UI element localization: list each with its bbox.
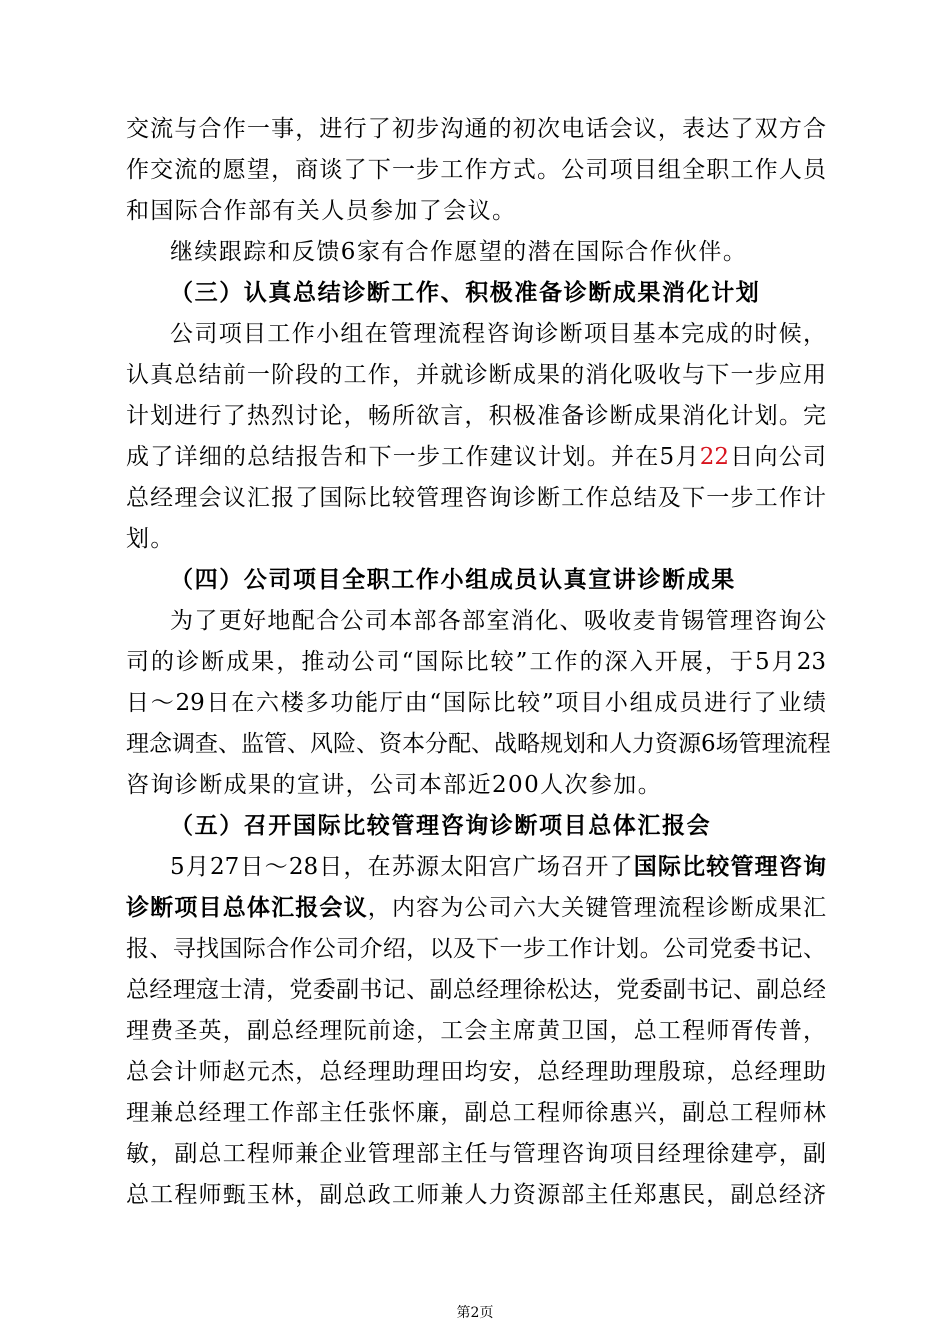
body-line: 理念调查、监管、风险、资本分配、战略规划和人力资源6场管理流程 [126,731,831,757]
bold-meeting-name: 国际比较管理咨询 [633,854,827,880]
body-line: 总会计师赵元杰，总经理助理田均安，总经理助理殷琼，总经理助 [126,1059,826,1085]
body-line-with-bold [170,852,826,882]
body-line: 理费圣英，副总经理阮前途，工会主席黄卫国，总工程师胥传普， [126,1018,826,1044]
body-line: 继续跟踪和反馈6家有合作愿望的潜在国际合作伙伴。 [170,239,748,265]
body-line: 理兼总经理工作部主任张怀廉，副总工程师徐惠兴，副总工程师林 [126,1100,826,1126]
body-text: 成了详细的总结报告和下一步工作建议计划。并在5月 [126,444,700,470]
body-line-with-bold [126,893,826,923]
body-line: 作交流的愿望，商谈了下一步工作方式。公司项目组全职工作人员 [126,157,826,183]
body-text: 5月27日～28日，在苏源太阳宫广场召开了 [170,854,634,880]
body-line: 总工程师甄玉林，副总政工师兼人力资源部主任郑惠民，副总经济 [126,1182,826,1208]
body-line-with-date [126,442,826,472]
body-line: 交流与合作一事，进行了初步沟通的初次电话会议，表达了双方合 [126,116,826,142]
body-line: 总经理会议汇报了国际比较管理咨询诊断工作总结及下一步工作计 [126,485,826,511]
body-line: 公司项目工作小组在管理流程咨询诊断项目基本完成的时候， [170,321,826,347]
section-heading-5: （五）召开国际比较管理咨询诊断项目总体汇报会 [170,813,712,839]
body-line: 日～29日在六楼多功能厅由“国际比较”项目小组成员进行了业绩 [126,690,826,716]
bold-meeting-name: 诊断项目总体汇报会议 [126,895,368,921]
body-line: 为了更好地配合公司本部各部室消化、吸收麦肯锡管理咨询公 [170,608,826,634]
body-line: 计划进行了热烈讨论，畅所欲言，积极准备诊断成果消化计划。完 [126,403,826,429]
page-number: 第2页 [456,1305,494,1321]
body-line: 划。 [126,526,175,552]
body-line: 总经理寇士清，党委副书记、副总经理徐松达，党委副书记、副总经 [126,977,826,1003]
section-heading-3: （三）认真总结诊断工作、积极准备诊断成果消化计划 [170,280,761,306]
body-line: 认真总结前一阶段的工作，并就诊断成果的消化吸收与下一步应用 [126,362,826,388]
body-line: 报、寻找国际合作公司介绍，以及下一步工作计划。公司党委书记、 [126,936,826,962]
body-text: 日向公司 [728,444,826,470]
section-heading-4: （四）公司项目全职工作小组成员认真宣讲诊断成果 [170,567,736,593]
body-line: 咨询诊断成果的宣讲，公司本部近200人次参加。 [126,772,663,798]
highlighted-date: 22 [699,444,729,470]
body-line: 司的诊断成果，推动公司“国际比较”工作的深入开展，于5月23 [126,649,826,675]
body-text: ，内容为公司六大关键管理流程诊断成果汇 [367,895,827,921]
body-line: 敏，副总工程师兼企业管理部主任与管理咨询项目经理徐建亭，副 [126,1141,826,1167]
body-line: 和国际合作部有关人员参加了会议。 [126,198,517,224]
